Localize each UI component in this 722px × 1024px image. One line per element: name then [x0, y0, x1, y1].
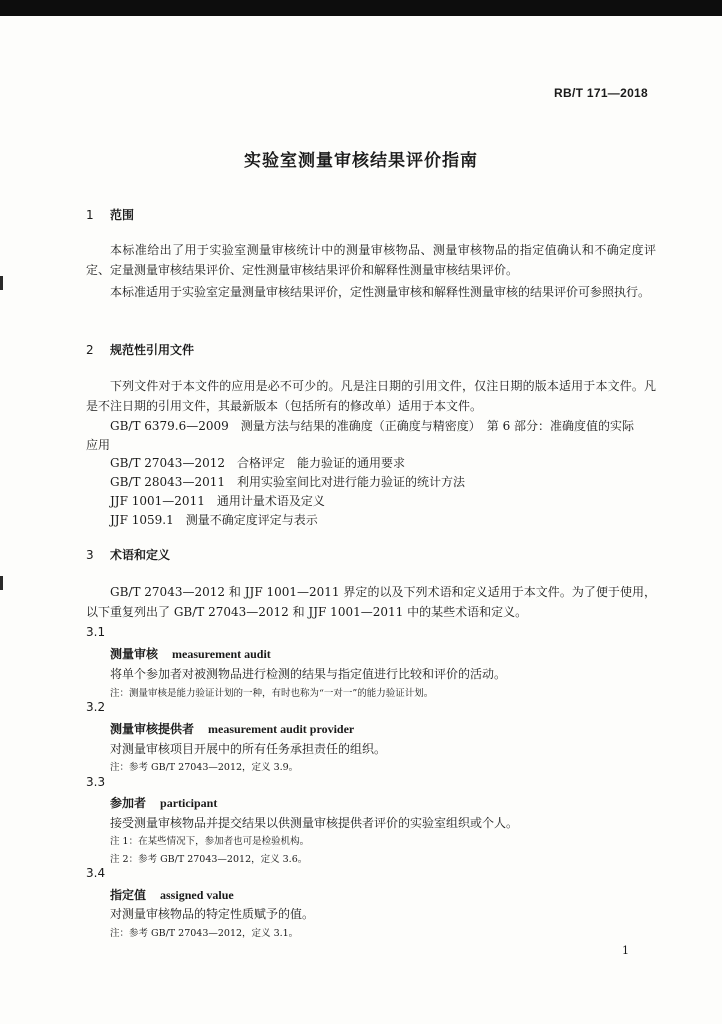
term-heading — [110, 886, 234, 903]
term-note: 注：参考 GB/T 27043—2012，定义 3.1。 — [110, 928, 299, 939]
term-definition: 将单个参加者对被测物品进行检测的结果与指定值进行比较和评价的活动。 — [110, 667, 507, 681]
term-number: 3.4 — [86, 866, 106, 880]
scan-margin-mark — [0, 276, 3, 290]
reference-item: 应用 — [86, 438, 111, 452]
term-heading — [110, 645, 271, 662]
reference-item: GB/T 28043—2011 利用实验室间比对进行能力验证的统计方法 — [110, 475, 465, 489]
section-number: 3 — [86, 548, 94, 562]
term-number: 3.2 — [86, 700, 106, 714]
paragraph: GB/T 27043—2012 和 JJF 1001—2011 界定的以及下列术语和定义适用于本文件。为了便于使用，以下重复列出了 GB/T 27043—2012 和 JJF 1001—2011 中的某些术语和定义。 — [86, 585, 656, 619]
paragraph: 本标准适用于实验室定量测量审核结果评价，定性测量审核和解释性测量审核的结果评价可参照执行。 — [110, 285, 651, 299]
term-cn: 参加者 — [110, 796, 147, 810]
term-en: measurement audit — [172, 647, 271, 661]
term-definition: 接受测量审核物品并提交结果以供测量审核提供者评价的实验室组织或个人。 — [110, 816, 519, 830]
term-note: 注 2：参考 GB/T 27043—2012，定义 3.6。 — [110, 854, 308, 865]
term-cn: 测量审核提供者 — [110, 722, 195, 736]
section-heading — [86, 206, 134, 223]
section-heading — [86, 546, 170, 563]
section-heading — [86, 341, 194, 358]
term-cn: 指定值 — [110, 888, 147, 902]
term-note: 注：测量审核是能力验证计划的一种，有时也称为“一对一”的能力验证计划。 — [110, 688, 434, 699]
reference-item: GB/T 6379.6—2009 测量方法与结果的准确度（正确度与精密度） 第 6 部分：准确度值的实际 — [110, 419, 635, 433]
term-heading — [110, 720, 354, 737]
term-definition: 对测量审核项目开展中的所有任务承担责任的组织。 — [110, 742, 387, 756]
section-title: 规范性引用文件 — [110, 343, 195, 357]
reference-item: JJF 1059.1 测量不确定度评定与表示 — [110, 513, 318, 527]
section-title: 术语和定义 — [110, 548, 171, 562]
term-number: 3.1 — [86, 625, 106, 639]
standard-code: RB/T 171—2018 — [554, 86, 648, 100]
term-note: 注：参考 GB/T 27043—2012，定义 3.9。 — [110, 762, 299, 773]
term-cn: 测量审核 — [110, 647, 159, 661]
term-number: 3.3 — [86, 775, 106, 789]
term-en: assigned value — [160, 888, 234, 902]
document-title: 实验室测量审核结果评价指南 — [244, 151, 478, 171]
reference-item: GB/T 27043—2012 合格评定 能力验证的通用要求 — [110, 456, 405, 470]
page-number: 1 — [622, 944, 629, 957]
section-title: 范围 — [110, 208, 135, 222]
scan-margin-mark — [0, 576, 3, 590]
paragraph: 本标准给出了用于实验室测量审核统计中的测量审核物品、测量审核物品的指定值确认和不确定度评定、定量测量审核结果评价、定性测量审核结果评价和解释性测量审核结果评价。 — [86, 243, 656, 277]
reference-item: JJF 1001—2011 通用计量术语及定义 — [110, 494, 325, 508]
term-definition: 对测量审核物品的特定性质赋予的值。 — [110, 907, 315, 921]
paragraph: 下列文件对于本文件的应用是必不可少的。凡是注日期的引用文件，仅注日期的版本适用于本文件。凡是不注日期的引用文件，其最新版本（包括所有的修改单）适用于本文件。 — [86, 379, 656, 413]
term-heading — [110, 794, 217, 811]
term-note: 注 1：在某些情况下，参加者也可是检验机构。 — [110, 836, 310, 847]
section-number: 1 — [86, 208, 94, 222]
section-number: 2 — [86, 343, 94, 357]
term-en: measurement audit provider — [208, 722, 355, 736]
scan-top-edge — [0, 0, 722, 16]
term-en: participant — [160, 796, 218, 810]
